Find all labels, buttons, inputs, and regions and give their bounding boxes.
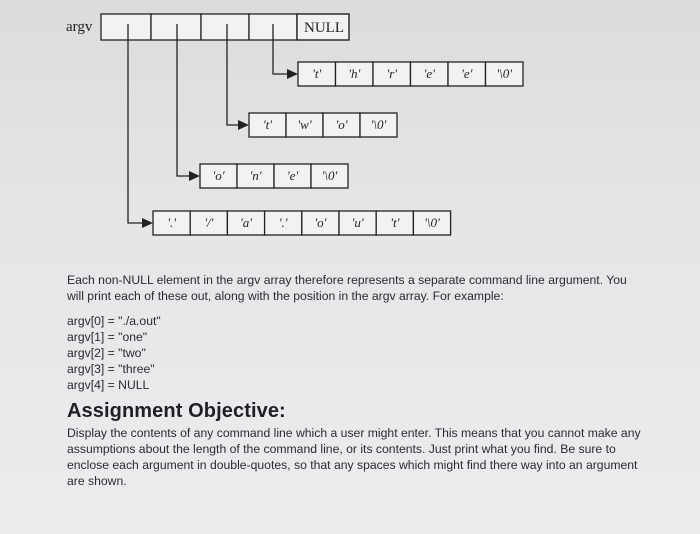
- example-line: argv[4] = NULL: [67, 378, 150, 392]
- char-literal: '.': [278, 215, 288, 230]
- char-literal: 'e': [461, 66, 473, 81]
- example-list: [67, 313, 642, 393]
- example-line: argv[3] = "three": [67, 362, 155, 376]
- arrow-argv-1: [189, 171, 200, 181]
- connector-argv-1: [177, 24, 197, 176]
- example-line: argv[0] = "./a.out": [67, 314, 161, 328]
- char-literal: 'o': [212, 168, 225, 183]
- string-row-argv-2: [249, 113, 397, 137]
- section-heading: Assignment Objective:: [67, 400, 286, 422]
- example-line: argv[1] = "one": [67, 330, 148, 344]
- arrow-argv-3: [287, 69, 298, 79]
- intro-paragraph: Each non-NULL element in the argv array therefore represents a separate command line argument. You will print each of these out, along with the position in the argv array. For example:: [67, 273, 627, 303]
- arrow-argv-2: [238, 120, 249, 130]
- argv-slot-2: [201, 14, 249, 40]
- example-line: argv[2] = "two": [67, 346, 146, 360]
- char-literal: '\0': [321, 168, 338, 183]
- char-literal: 'e': [423, 66, 435, 81]
- char-literal: '\0': [370, 117, 387, 132]
- char-literal: 'e': [286, 168, 299, 183]
- char-literal: 'u': [351, 215, 364, 230]
- assignment-text: [67, 272, 642, 489]
- char-literal: 't': [390, 215, 400, 230]
- char-literal: '/': [204, 215, 214, 230]
- char-literal: 't': [312, 66, 322, 81]
- char-literal: 'a': [239, 215, 253, 230]
- string-row-argv-1: [200, 164, 348, 188]
- argv-label: argv: [66, 19, 93, 35]
- char-literal: '.': [167, 215, 177, 230]
- char-literal: '\0': [424, 215, 440, 230]
- char-literal: 'o': [335, 117, 348, 132]
- char-literal: 'w': [297, 117, 312, 132]
- string-row-argv-0: [153, 211, 451, 235]
- connector-argv-0: [128, 24, 150, 223]
- arrow-argv-0: [142, 218, 153, 228]
- objective-paragraph: Display the contents of any command line which a user might enter. This means that you cannot make any assumptions about the length of the command line, or its contents. Just print what you find. Be sure to enclose each argument in double-quotes, so that any spaces which might find there way into an argument are shown.: [67, 426, 641, 488]
- char-literal: 'r': [386, 66, 398, 81]
- argv-slot-0: [101, 14, 151, 40]
- char-literal: '\0': [496, 66, 513, 81]
- char-literal: 'h': [348, 66, 361, 81]
- char-literal: 't': [262, 117, 273, 132]
- string-row-argv-3: [298, 62, 523, 86]
- char-literal: 'n': [249, 168, 262, 183]
- argv-slot-1: [151, 14, 201, 40]
- char-literal: 'o': [314, 215, 327, 230]
- null-label: NULL: [304, 20, 344, 36]
